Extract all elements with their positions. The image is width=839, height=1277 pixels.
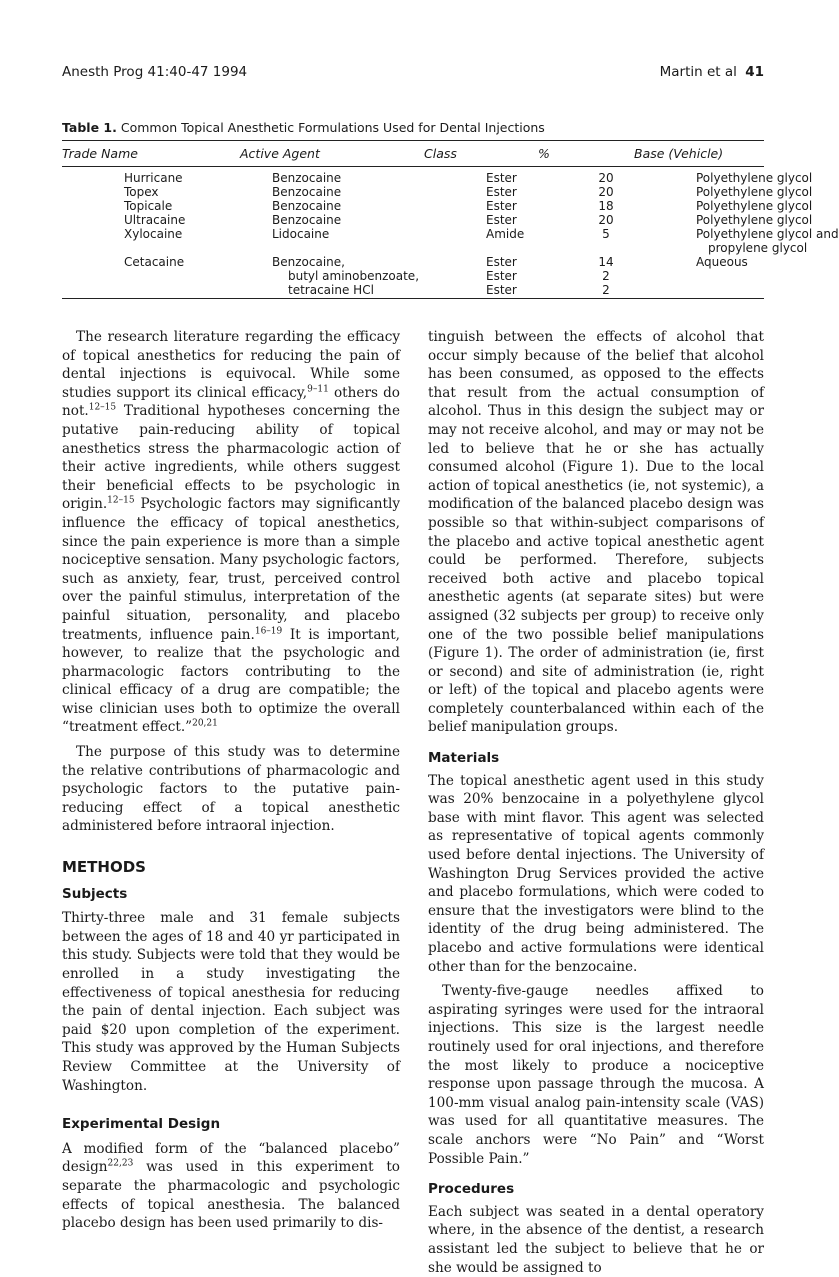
table-label: Table 1. <box>62 120 117 135</box>
table-cell-agent: Benzocaine <box>272 199 342 213</box>
table-cell-percent: 2 <box>602 269 610 283</box>
text-run: A modified form of the “balanced placebo” design <box>62 1140 400 1176</box>
table-bottom-rule <box>62 298 764 299</box>
table-cell-agent: butyl aminobenzoate, <box>288 269 420 283</box>
table-caption-text: Common Topical Anesthetic Formulations Used for Dental Injections <box>120 120 545 135</box>
table-cell-base: Polyethylene glycol <box>696 199 813 213</box>
table-cell-agent: Lidocaine <box>272 227 330 241</box>
table-cell-base: Polyethylene glycol <box>696 171 813 185</box>
procedures-paragraph: Each subject was seated in a dental operatory where, in the absence of the dentist, a research assistant led the subject to believe that he or she would be assigned to <box>428 1203 764 1276</box>
table-cell-trade: Cetacaine <box>124 255 185 269</box>
table-cell-percent: 2 <box>602 283 610 297</box>
citation-ref: 12–15 <box>107 495 135 506</box>
author-running-head: Martin et al <box>659 64 737 80</box>
table-cell-class: Ester <box>486 269 517 283</box>
citation-ref: 20,21 <box>192 718 218 729</box>
table-top-rule <box>62 140 764 141</box>
intro-paragraph-1 <box>62 328 400 737</box>
procedures-heading: Procedures <box>428 1181 515 1198</box>
text-run: Psychologic factors may significantly influence the efficacy of topical anesthetics, since the pain experience is more than a simple nociceptive sensation. Many psychologic factors, such as anxiety, fear, trust, perceived control over the painful stimulus, interpretation of the painful situation, personality, and placebo treatments, influence pain. <box>62 496 400 643</box>
table-cell-percent: 18 <box>598 199 614 213</box>
table-cell-percent: 20 <box>598 185 614 199</box>
citation-ref: 12–15 <box>88 402 117 413</box>
column-header-percent: % <box>538 146 550 161</box>
text-run: The research literature regarding the efficacy of topical anesthetics for reducing the pain of dental injections is equivocal. While some studies support its clinical efficacy, <box>62 329 400 401</box>
table-cell-agent: Benzocaine <box>272 171 342 185</box>
table-cell-class: Ester <box>486 171 517 185</box>
subjects-paragraph: Thirty-three male and 31 female subjects between the ages of 18 and 40 yr participated in this study. Subjects were told that they would be enrolled in a study investigating the effectiveness of topical anesthesia for reducing the pain of dental injection. Each subject was paid $20 upon completion of the experiment. This study was approved by the Human Subjects Review Committee at the University of Washington. <box>62 910 400 1094</box>
materials-paragraph-2: Twenty-five-gauge needles affixed to aspirating syringes were used for the intraoral injections. This size is the largest needle routinely used for oral injections, and therefore the most likely to produce a nociceptive response upon passage through the mucosa. A 100-mm visual analog pain-intensity scale (VAS) was used for all quantitative measures. The scale anchors were “No Pain” and “Worst Possible Pain.” <box>428 983 764 1167</box>
page-number: 41 <box>745 64 764 80</box>
table-cell-class: Ester <box>486 283 517 297</box>
table-cell-trade: Topex <box>124 185 159 199</box>
column-header-base: Base (Vehicle) <box>634 146 724 161</box>
citation-ref: 16–19 <box>254 625 283 636</box>
table-cell-agent: Benzocaine <box>272 213 342 227</box>
column-header-class: Class <box>424 146 457 161</box>
table-cell-class: Amide <box>486 227 525 241</box>
table-cell-base: Polyethylene glycol <box>696 185 813 199</box>
table-cell-class: Ester <box>486 185 517 199</box>
citation-ref: 22,23 <box>107 1158 134 1169</box>
table-cell-percent: 14 <box>598 255 614 269</box>
intro-paragraph-2: The purpose of this study was to determine the relative contributions of pharmacologic and psychologic factors to the putative pain-reducing effect of a topical anesthetic administered before intraoral injection. <box>62 744 400 835</box>
table-cell-percent: 5 <box>602 227 610 241</box>
text-run: others do not. <box>62 384 400 420</box>
table-cell-trade: Ultracaine <box>124 213 186 227</box>
text-run: Traditional hypotheses concerning the putative pain-reducing ability of topical anesthetics stress the pharmacologic action of their active ingredients, while others suggest their beneficial effects to be psychologic in origin. <box>62 403 400 513</box>
text-run: was used in this experiment to separate the pharmacologic and psychologic effects of topical anesthesia. The balanced placebo design has been used primarily to dis- <box>62 1159 400 1232</box>
methods-heading: METHODS <box>62 858 146 877</box>
table-cell-base: Aqueous <box>696 255 748 269</box>
column-header-trade-name: Trade Name <box>62 146 138 161</box>
table-cell-percent: 20 <box>598 171 614 185</box>
experimental-design-heading: Experimental Design <box>62 1116 221 1133</box>
table-cell-agent: tetracaine HCl <box>288 283 374 297</box>
table-caption <box>62 120 545 135</box>
column-header-active-agent: Active Agent <box>240 146 320 161</box>
citation-ref: 9–11 <box>307 384 329 395</box>
materials-paragraph-1: The topical anesthetic agent used in this study was 20% benzocaine in a polyethylene glycol base with mint flavor. This agent was selected as representative of topical agents commonly used before dental injections. The University of Washington Drug Services provided the active and placebo formulations, which were coded to ensure that the investigators were blind to the identity of the drug being administered. The placebo and active formulations were identical other than for the benzocaine. <box>428 772 764 975</box>
design-paragraph <box>62 1140 400 1233</box>
table-cell-trade: Xylocaine <box>124 227 183 241</box>
materials-heading: Materials <box>428 750 500 767</box>
journal-citation: Anesth Prog 41:40-47 1994 <box>62 64 248 80</box>
table-cell-base: Polyethylene glycol <box>696 213 813 227</box>
running-head <box>660 64 764 80</box>
subjects-heading: Subjects <box>62 885 128 902</box>
table-cell-class: Ester <box>486 255 517 269</box>
table-header-rule <box>62 166 764 167</box>
table-cell-trade: Hurricane <box>124 171 183 185</box>
table-cell-trade: Topicale <box>124 199 173 213</box>
table-cell-base: Polyethylene glycol and <box>696 227 839 241</box>
table-cell-class: Ester <box>486 213 517 227</box>
right-column <box>428 328 764 1277</box>
table-cell-percent: 20 <box>598 213 614 227</box>
table-cell-class: Ester <box>486 199 517 213</box>
left-column <box>62 328 400 1233</box>
table-cell-agent: Benzocaine, <box>272 255 345 269</box>
design-paragraph-continued: tinguish between the effects of alcohol that occur simply because of the belief that alcohol has been consumed, as opposed to the effects that result from the actual consumption of alcohol. Thus in this design the subject may or may not receive alcohol, and may or may not be led to believe that he or she has actually consumed alcohol (Figure 1). Due to the local action of topical anesthetics (ie, not systemic), a modification of the balanced placebo design was possible so that within-subject comparisons of the placebo and active topical anesthetic agent could be performed. Therefore, subjects received both active and placebo topical anesthetic agents (at separate sites) but were assigned (32 subjects per group) to receive only one of the two possible belief manipulations (Figure 1). The order of administration (ie, first or second) and site of administration (ie, right or left) of the topical and placebo agents were completely counterbalanced within each of the belief manipulation groups. <box>428 329 764 736</box>
table-cell-base-continued: propylene glycol <box>708 241 808 255</box>
table-cell-agent: Benzocaine <box>272 185 342 199</box>
text-run: It is important, however, to realize that the psychologic and pharmacologic factors contributing to the clinical efficacy of a drug are compatible; the wise clinician uses both to optimize the overall “treatment effect.” <box>62 626 400 736</box>
